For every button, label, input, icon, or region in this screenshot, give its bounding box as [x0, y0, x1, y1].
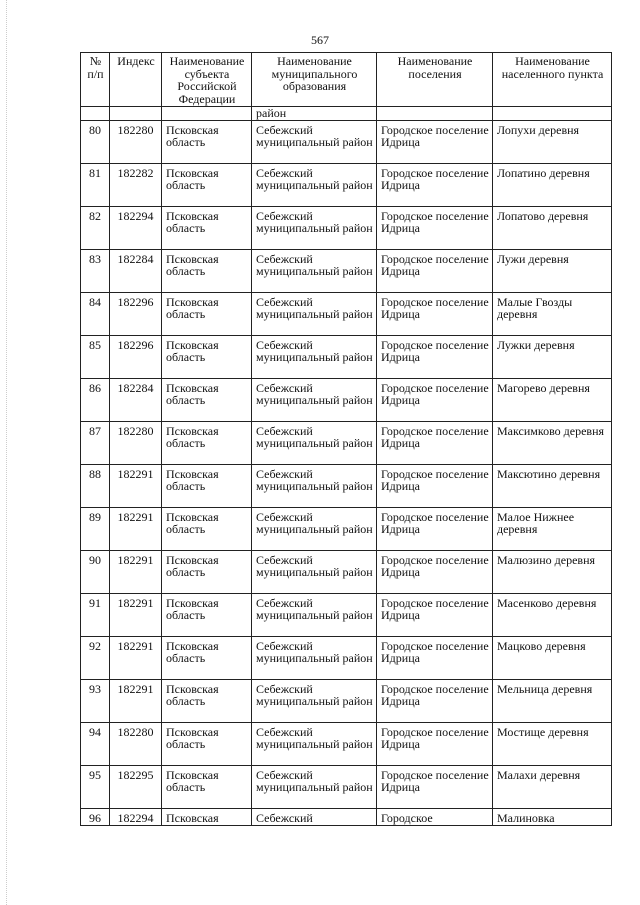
cell-index: 182284 — [110, 249, 162, 292]
cell-index: 182280 — [110, 120, 162, 163]
cell-num: 84 — [81, 292, 110, 335]
cell-index: 182282 — [110, 163, 162, 206]
cell-subject: Псковская область — [162, 593, 252, 636]
cell-num: 92 — [81, 636, 110, 679]
cell-municipality: район — [252, 107, 377, 121]
cell-municipality: Себежский муниципальный район — [252, 378, 377, 421]
cell-settlement: Городское поселение Идрица — [377, 593, 493, 636]
cell-municipality: Себежский муниципальный район — [252, 593, 377, 636]
cell-subject: Псковская область — [162, 722, 252, 765]
cell-settlement: Городское поселение Идрица — [377, 335, 493, 378]
cell-index: 182294 — [110, 206, 162, 249]
cell-num: 86 — [81, 378, 110, 421]
cell-municipality: Себежский муниципальный район — [252, 550, 377, 593]
cell-settlement: Городское поселение Идрица — [377, 292, 493, 335]
table-row — [81, 550, 612, 593]
cell-subject: Псковская область — [162, 378, 252, 421]
table-row — [81, 808, 612, 826]
cell-index: 182284 — [110, 378, 162, 421]
cell-municipality: Себежский муниципальный район — [252, 292, 377, 335]
cell-settlement: Городское поселение Идрица — [377, 421, 493, 464]
cell-num: 82 — [81, 206, 110, 249]
cell-settlement: Городское поселение Идрица — [377, 550, 493, 593]
cell-locality: Малые Гвозды деревня — [493, 292, 612, 335]
cell-num: 80 — [81, 120, 110, 163]
table-row — [81, 593, 612, 636]
table-row — [81, 378, 612, 421]
cell-locality: Мацково деревня — [493, 636, 612, 679]
cell-municipality: Себежский муниципальный район — [252, 722, 377, 765]
cell-municipality: Себежский муниципальный район — [252, 679, 377, 722]
cell-locality: Масенково деревня — [493, 593, 612, 636]
cell-locality: Малиновка — [493, 808, 612, 826]
cell-num: 91 — [81, 593, 110, 636]
header-num: № п/п — [81, 53, 110, 107]
table-row — [81, 679, 612, 722]
cell-subject: Псковская область — [162, 292, 252, 335]
table-row — [81, 292, 612, 335]
cell-municipality: Себежский муниципальный район — [252, 507, 377, 550]
cell-subject: Псковская область — [162, 421, 252, 464]
table-row — [81, 163, 612, 206]
cell-subject: Псковская область — [162, 464, 252, 507]
cell-subject: Псковская область — [162, 206, 252, 249]
cell-locality: Лопухи деревня — [493, 120, 612, 163]
cell-locality: Лопатино деревня — [493, 163, 612, 206]
table-row — [81, 464, 612, 507]
cell-num: 81 — [81, 163, 110, 206]
cell-locality: Лужки деревня — [493, 335, 612, 378]
table-body — [81, 107, 612, 826]
cell-locality: Магорево деревня — [493, 378, 612, 421]
cell-num: 90 — [81, 550, 110, 593]
locality-table — [80, 52, 612, 826]
cell-settlement: Городское поселение Идрица — [377, 507, 493, 550]
cell-locality: Мельница деревня — [493, 679, 612, 722]
cell-municipality: Себежский муниципальный район — [252, 464, 377, 507]
cell-municipality: Себежский — [252, 808, 377, 826]
cell-num: 93 — [81, 679, 110, 722]
cell-index: 182280 — [110, 722, 162, 765]
table-row — [81, 421, 612, 464]
cell-settlement: Городское поселение Идрица — [377, 636, 493, 679]
cell-index: 182291 — [110, 507, 162, 550]
header-subject: Наименование субъекта Российской Федерации — [162, 53, 252, 107]
cell-subject: Псковская область — [162, 120, 252, 163]
cell-municipality: Себежский муниципальный район — [252, 636, 377, 679]
table-row — [81, 722, 612, 765]
cell-index: 182291 — [110, 464, 162, 507]
cell-index: 182294 — [110, 808, 162, 826]
cell-subject: Псковская область — [162, 507, 252, 550]
cell-settlement: Городское поселение Идрица — [377, 464, 493, 507]
cell-index: 182291 — [110, 593, 162, 636]
cell-subject: Псковская область — [162, 550, 252, 593]
cell-municipality: Себежский муниципальный район — [252, 765, 377, 808]
header-locality: Наименование населенного пункта — [493, 53, 612, 107]
cell-settlement: Городское поселение Идрица — [377, 206, 493, 249]
cell-num: 94 — [81, 722, 110, 765]
cell-locality: Малюзино деревня — [493, 550, 612, 593]
cell-municipality: Себежский муниципальный район — [252, 120, 377, 163]
table-row — [81, 206, 612, 249]
table-row — [81, 636, 612, 679]
table-row — [81, 120, 612, 163]
cell-num — [81, 107, 110, 121]
cell-locality: Мостище деревня — [493, 722, 612, 765]
cell-settlement: Городское поселение Идрица — [377, 249, 493, 292]
cell-locality: Лопатово деревня — [493, 206, 612, 249]
table-row — [81, 249, 612, 292]
cell-subject — [162, 107, 252, 121]
table-row — [81, 507, 612, 550]
cell-index: 182295 — [110, 765, 162, 808]
table-row — [81, 765, 612, 808]
cell-num: 89 — [81, 507, 110, 550]
cell-subject: Псковская область — [162, 163, 252, 206]
cell-subject: Псковская область — [162, 636, 252, 679]
cell-index: 182296 — [110, 292, 162, 335]
cell-index: 182291 — [110, 636, 162, 679]
cell-index: 182291 — [110, 550, 162, 593]
cell-index: 182291 — [110, 679, 162, 722]
cell-subject: Псковская — [162, 808, 252, 826]
header-settlement: Наименование поселения — [377, 53, 493, 107]
cell-locality: Максютино деревня — [493, 464, 612, 507]
cell-municipality: Себежский муниципальный район — [252, 249, 377, 292]
cell-settlement: Городское поселение Идрица — [377, 378, 493, 421]
table-row — [81, 335, 612, 378]
cell-locality — [493, 107, 612, 121]
cell-locality: Малое Нижнее деревня — [493, 507, 612, 550]
cell-settlement: Городское поселение Идрица — [377, 679, 493, 722]
cell-municipality: Себежский муниципальный район — [252, 163, 377, 206]
cell-municipality: Себежский муниципальный район — [252, 206, 377, 249]
cell-locality: Лужи деревня — [493, 249, 612, 292]
cell-num: 87 — [81, 421, 110, 464]
cell-locality: Малахи деревня — [493, 765, 612, 808]
header-municipality: Наименование муниципального образования — [252, 53, 377, 107]
header-index: Индекс — [110, 53, 162, 107]
cell-municipality: Себежский муниципальный район — [252, 421, 377, 464]
cell-settlement: Городское поселение Идрица — [377, 722, 493, 765]
cell-settlement: Городское поселение Идрица — [377, 163, 493, 206]
cell-num: 83 — [81, 249, 110, 292]
cell-settlement: Городское поселение Идрица — [377, 765, 493, 808]
cell-num: 85 — [81, 335, 110, 378]
cell-num: 95 — [81, 765, 110, 808]
cell-municipality: Себежский муниципальный район — [252, 335, 377, 378]
table-row-continuation — [81, 107, 612, 121]
table-header-row — [81, 53, 612, 107]
cell-num: 96 — [81, 808, 110, 826]
cell-subject: Псковская область — [162, 335, 252, 378]
cell-settlement — [377, 107, 493, 121]
cell-num: 88 — [81, 464, 110, 507]
cell-locality: Максимково деревня — [493, 421, 612, 464]
cell-index: 182296 — [110, 335, 162, 378]
cell-index: 182280 — [110, 421, 162, 464]
cell-settlement: Городское поселение Идрица — [377, 120, 493, 163]
cell-subject: Псковская область — [162, 249, 252, 292]
cell-subject: Псковская область — [162, 679, 252, 722]
scan-edge — [6, 0, 8, 905]
cell-index — [110, 107, 162, 121]
page-number: 567 — [311, 33, 329, 47]
cell-subject: Псковская область — [162, 765, 252, 808]
cell-settlement: Городское — [377, 808, 493, 826]
